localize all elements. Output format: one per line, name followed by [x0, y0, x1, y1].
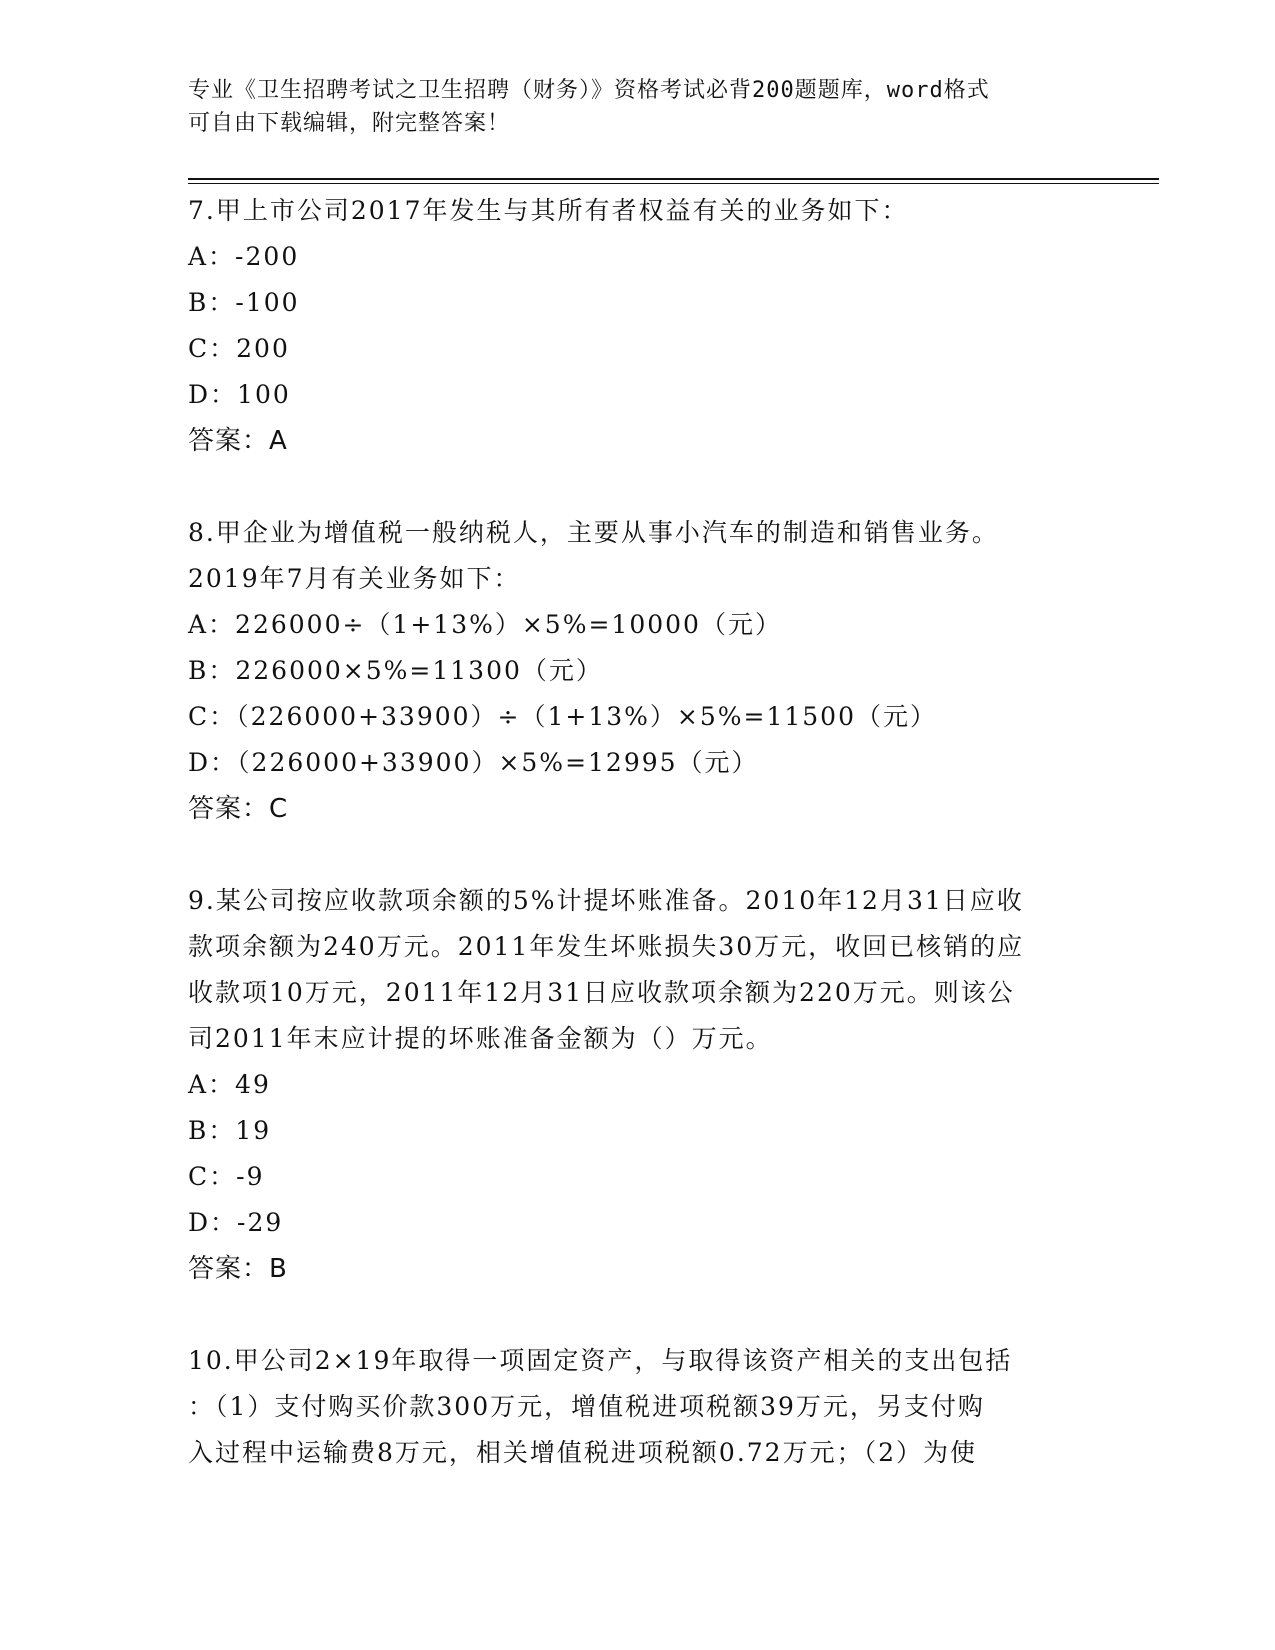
question-10 [188, 1338, 1088, 1476]
header-divider-thick [188, 178, 1159, 180]
option-c: C：200 [188, 334, 290, 363]
question-8 [188, 510, 1088, 832]
question-stem: 7.甲上市公司2017年发生与其所有者权益有关的业务如下： [188, 196, 909, 225]
question-stem: 款项余额为240万元。2011年发生坏账损失30万元，收回已核销的应 [188, 932, 1025, 961]
answer: 答案：A [188, 426, 288, 456]
question-stem: 2019年7月有关业务如下： [188, 564, 521, 593]
header-divider-thin [188, 183, 1159, 184]
option-a: A：226000÷（1+13%）×5%=10000（元） [188, 610, 782, 639]
question-stem: 入过程中运输费8万元，相关增值税进项税额0.72万元；（2）为使 [188, 1438, 977, 1467]
question-stem: 8.甲企业为增值税一般纳税人，主要从事小汽车的制造和销售业务。 [188, 518, 999, 547]
option-d: D：（226000+33900）×5%=12995（元） [188, 748, 759, 777]
option-d: D：-29 [188, 1208, 284, 1237]
option-d: D：100 [188, 380, 291, 409]
question-stem: 10.甲公司2×19年取得一项固定资产，与取得该资产相关的支出包括 [188, 1346, 1013, 1375]
option-b: B：226000×5%=11300（元） [188, 656, 603, 685]
option-c: C：-9 [188, 1162, 265, 1191]
document-header [188, 74, 1068, 140]
option-a: A：49 [188, 1070, 271, 1099]
header-line: 专业《卫生招聘考试之卫生招聘（财务）》资格考试必背200题题库，word格式 [188, 78, 990, 103]
question-stem: ：（1）支付购买价款300万元，增值税进项税额39万元，另支付购 [188, 1392, 985, 1421]
header-line: 可自由下载编辑，附完整答案！ [188, 111, 511, 136]
question-stem: 收款项10万元，2011年12月31日应收款项余额为220万元。则该公 [188, 978, 1015, 1007]
answer: 答案：B [188, 1254, 288, 1284]
option-a: A：-200 [188, 242, 300, 271]
answer: 答案：C [188, 794, 289, 824]
question-stem: 9.某公司按应收款项余额的5%计提坏账准备。2010年12月31日应收 [188, 886, 1024, 915]
option-b: B：-100 [188, 288, 300, 317]
question-7 [188, 188, 1088, 464]
question-list [188, 188, 1088, 1476]
option-c: C：（226000+33900）÷（1+13%）×5%=11500（元） [188, 702, 937, 731]
question-9 [188, 878, 1088, 1292]
question-stem: 司2011年末应计提的坏账准备金额为（）万元。 [188, 1024, 773, 1053]
option-b: B：19 [188, 1116, 272, 1145]
